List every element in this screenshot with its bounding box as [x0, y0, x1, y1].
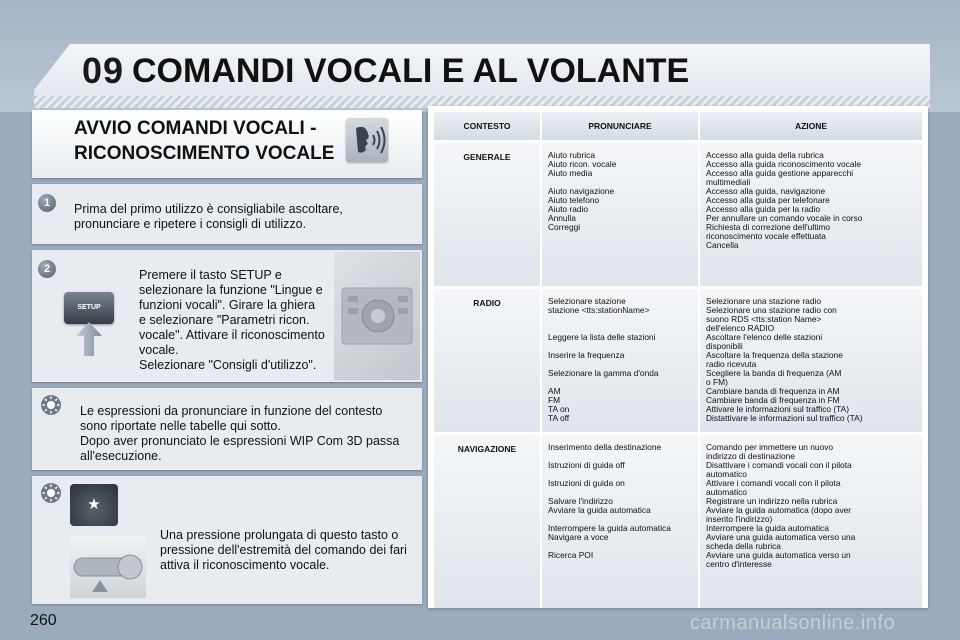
action-column	[700, 112, 922, 602]
voice-commands-table	[428, 106, 928, 608]
header-action: AZIONE	[700, 112, 922, 140]
step-badge-2: 2	[38, 260, 56, 278]
watermark: carmanualsonline.info	[690, 612, 896, 634]
table-row	[434, 143, 540, 286]
say-navigation: Inserimento della destinazione Istruzioni di guida off Istruzioni di guida on Salvare l'indirizzo Avviare la guida automatica Interrompere la guida automatica Navigare a voce Ricerca POI	[548, 442, 671, 560]
action-navigation: Comando per immettere un nuovo indirizzo di destinazione Disattivare i comandi vocali con il pilota automatico Attivare i comandi vocali con il pilota automatico Registrare un indirizzo nella rubrica Avviare la guida automatica (dopo aver inserito l'indirizzo) Interrompere la guida automatica Avviare una guida automatica verso una scheda della rubrica Avviare una guida automatica verso un centro d'interesse	[706, 442, 856, 569]
table-row	[700, 143, 922, 286]
table-row	[434, 289, 540, 432]
sun-icon	[40, 394, 62, 416]
section-title-line1: AVVIO COMANDI VOCALI -	[74, 118, 317, 139]
page-title: COMANDI VOCALI E AL VOLANTE	[132, 52, 690, 90]
header-context: CONTESTO	[434, 112, 540, 140]
table-row	[700, 435, 922, 608]
table-row	[700, 289, 922, 432]
page-number: 260	[30, 612, 57, 629]
table-row	[542, 143, 698, 286]
action-general: Accesso alla guida della rubrica Accesso alla guida riconoscimento vocale Accesso alla guida gestione apparecchi multimediali Accesso alla guida, navigazione Accesso alla guida per telefonare Accesso alla guida per la radio Per annullare un comando vocale in corso Richiesta di correzione dell'ultimo riconoscimento vocale effettuata Cancella	[706, 150, 863, 250]
tip-2-text: Una pressione prolungata di questo tasto o pressione dell'estremità del comando dei fari attiva il riconoscimento vocale.	[160, 528, 407, 572]
table-row	[542, 289, 698, 432]
step-2-text: Premere il tasto SETUP e selezionare la funzione "Lingue e funzioni vocali". Girare la ghiera e selezionare "Parametri ricon. vocale". Attivare il riconoscimento vocale. Selezionare "Consigli d'utilizzo".	[139, 268, 325, 372]
step-badge-1: 1	[38, 194, 56, 212]
header-say: PRONUNCIARE	[542, 112, 698, 140]
table-row	[542, 435, 698, 608]
context-navigation: NAVIGAZIONE	[457, 444, 517, 454]
chapter-number: 09	[82, 50, 125, 91]
action-radio: Selezionare una stazione radio Selezionare una stazione radio con suono RDS <tts:station Name> dell'elenco RADIO Ascoltare l'elenco delle stazioni disponibili Ascoltare la frequenza della stazione radio ricevuta Scegliere la banda di frequenza (AM o FM) Cambiare banda di frequenza in AM Cambiare banda di frequenza in FM Attivare le informazioni sul traffico (TA) Distattivare le informazioni sul traffico (TA)	[706, 296, 863, 423]
tip-1-text: Le espressioni da pronunciare in funzione del contesto sono riportate nelle tabelle qui sotto. Dopo aver pronunciato le espressioni WIP Com 3D passa all'esecuzione.	[80, 404, 400, 463]
section-title-line2: RICONOSCIMENTO VOCALE	[74, 143, 335, 164]
sun-icon	[40, 482, 62, 504]
voice-button-image: ★	[70, 484, 118, 526]
context-radio: RADIO	[473, 298, 501, 308]
light-stalk-image	[70, 536, 146, 598]
step-1-text: Prima del primo utilizzo è consigliabile ascoltare, pronunciare e ripetere i consigli di utilizzo.	[74, 202, 343, 231]
radio-unit-image	[334, 252, 420, 380]
say-radio: Selezionare stazione stazione <tts:stationName> Leggere la lista delle stazioni Inserire la frequenza Selezionare la gamma d'onda AM FM TA on TA off	[548, 296, 659, 423]
say-column	[542, 112, 698, 602]
voice-command-icon	[346, 118, 388, 162]
context-column	[434, 112, 540, 602]
say-general: Aiuto rubrica Aiuto ricon. vocale Aiuto media Aiuto navigazione Aiuto telefono Aiuto radio Annulla Correggi	[548, 150, 617, 232]
arrow-up-icon	[76, 322, 102, 356]
setup-key: SETUP	[64, 292, 114, 324]
table-row	[434, 435, 540, 608]
context-general: GENERALE	[463, 152, 511, 162]
